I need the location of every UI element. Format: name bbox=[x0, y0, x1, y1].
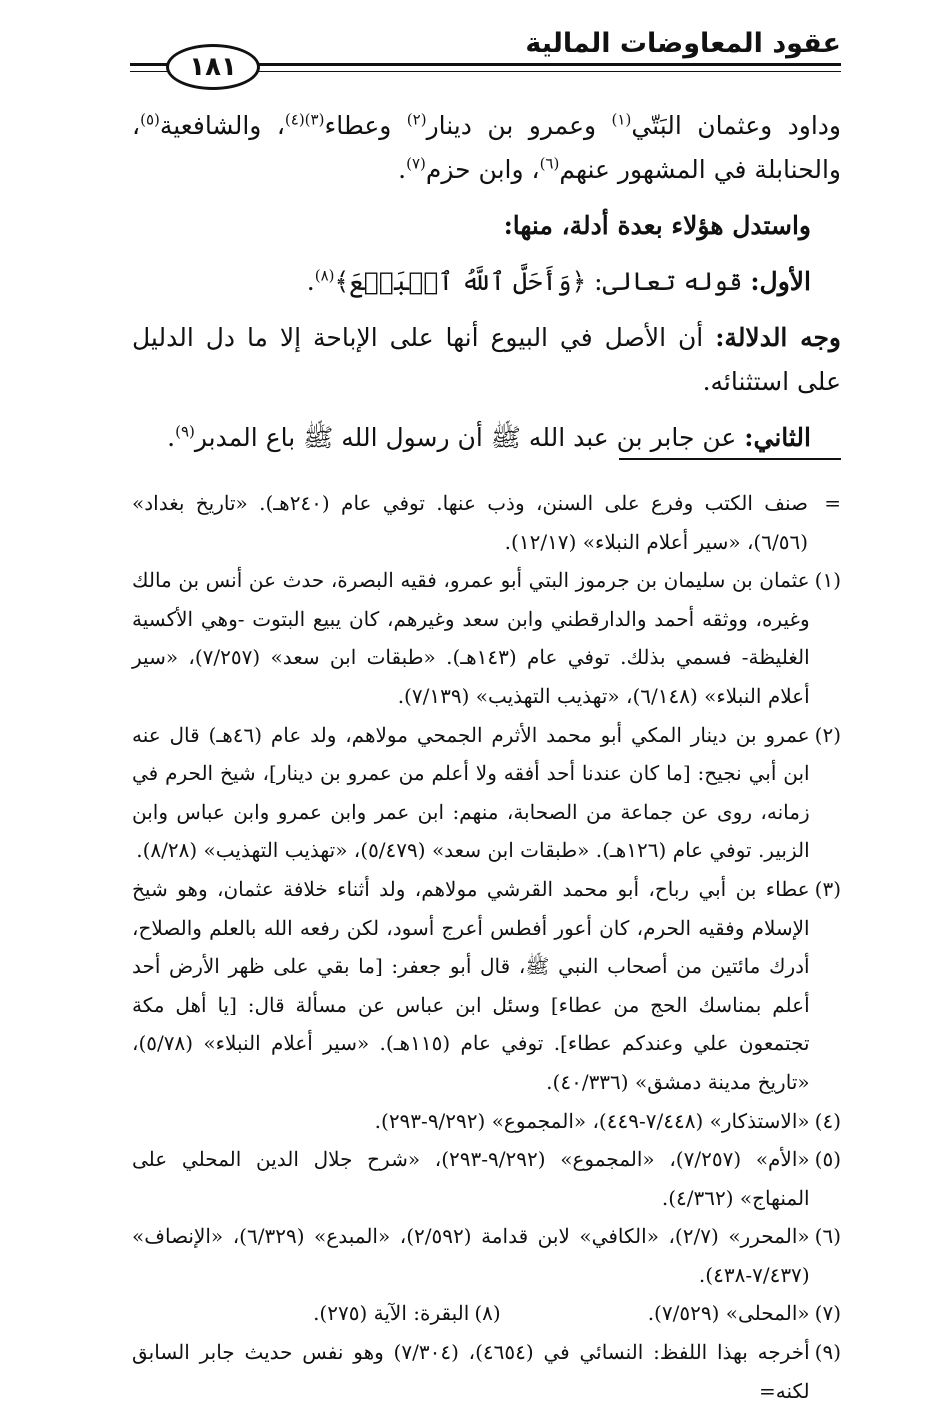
text-run: عن جابر بن عبد الله ﷺ أن رسول الله ﷺ باع المدبر bbox=[194, 423, 745, 452]
footnote-number: (٣) bbox=[814, 876, 841, 901]
text-run: . bbox=[398, 155, 407, 184]
footnote-number: (٧) bbox=[814, 1301, 841, 1326]
footnote-2 bbox=[132, 716, 841, 870]
paragraph-second-evidence bbox=[132, 416, 841, 460]
footnote-text: «الاستذكار» (٧/٤٤٨-٤٤٩)، «المجموع» (٩/٢٩٢-٢٩٣). bbox=[374, 1108, 810, 1133]
footnote-number: (٢) bbox=[814, 722, 841, 747]
main-text bbox=[132, 104, 841, 460]
footnote-ref-3-4[interactable]: (٣)(٤) bbox=[284, 110, 325, 129]
text-run: قوله تعالى: ﴿وَأَحَلَّ ٱللَّهُ ٱلۡبَيۡعَ﴾ bbox=[334, 267, 751, 296]
text-run: وداود وعثمان البَتّي bbox=[631, 111, 842, 140]
footnote-pair-7-8 bbox=[132, 1294, 841, 1333]
footnote-continuation bbox=[132, 484, 841, 561]
footnote-8 bbox=[160, 1294, 500, 1333]
footnote-text: «المحرر» (٢/٧)، «الكافي» لابن قدامة (٢/٥٩٢)، «المبدع» (٦/٣٢٩)، «الإنصاف» (٧/٤٣٧-٤٣٨). bbox=[132, 1224, 810, 1287]
text-run: . bbox=[306, 267, 315, 296]
footnote-text: صنف الكتب وفرع على السنن، وذب عنها. توفي عام (٢٤٠هـ). «تاريخ بغداد» (٦/٥٦)، «سير أعلام النبلاء» (١٢/١٧). bbox=[132, 491, 808, 554]
footnote-text: «الأم» (٧/٢٥٧)، «المجموع» (٩/٢٩٢-٢٩٣)، «شرح جلال الدين المحلي على المنهاج» (٤/٣٦٢). bbox=[132, 1147, 810, 1210]
footnote-number: (٦) bbox=[814, 1224, 841, 1249]
text-run: وعمرو بن دينار bbox=[426, 111, 612, 140]
paragraph-evidence-point bbox=[132, 316, 841, 404]
label-first: الأول: bbox=[750, 267, 811, 296]
footnote-text: أخرجه بهذا اللفظ: النسائي في (٤٦٥٤)، (٧/٣٠٤) وهو نفس حديث جابر السابق لكنه= bbox=[132, 1340, 810, 1403]
footnote-3 bbox=[132, 870, 841, 1102]
footnote-number: (٨) bbox=[474, 1301, 501, 1326]
footnote-ref-8[interactable]: (٨) bbox=[314, 266, 335, 285]
paragraph-first-evidence bbox=[132, 260, 841, 304]
text-run: . bbox=[167, 423, 176, 452]
footnote-ref-7[interactable]: (٧) bbox=[406, 154, 426, 173]
footnotes bbox=[132, 484, 841, 1410]
paragraph-evidence-intro: واستدل هؤلاء بعدة أدلة، منها: bbox=[503, 211, 811, 240]
footnote-7 bbox=[501, 1294, 841, 1333]
label-evidence-point: وجه الدلالة: bbox=[715, 323, 841, 352]
footnote-number: (١) bbox=[814, 568, 841, 593]
footnote-6 bbox=[132, 1217, 841, 1294]
footnote-4 bbox=[132, 1102, 841, 1141]
footnote-5 bbox=[132, 1140, 841, 1217]
footnote-text: عثمان بن سليمان بن جرموز البتي أبو عمرو، فقيه البصرة، حدث عن أنس بن مالك وغيره، ووثقه أحمد والدارقطني وابن سعد وغيرهم، كان يبيع البتوت -وهي الأكسية الغليظة- فسمي بذلك. توفي عام (١٤٣هـ). «طبقات ابن سعد» (٧/٢٥٧)، «سير أعلام النبلاء» (٦/١٤٨)، «تهذيب التهذيب» (٧/١٣٩). bbox=[132, 568, 810, 708]
footnote-number: (٩) bbox=[814, 1340, 841, 1365]
label-second: الثاني: bbox=[744, 423, 811, 452]
footnote-ref-5[interactable]: (٥) bbox=[140, 110, 160, 129]
footnote-9 bbox=[132, 1333, 841, 1410]
footnote-number: (٥) bbox=[814, 1147, 841, 1172]
footnote-text: «المحلى» (٧/٥٢٩). bbox=[647, 1301, 810, 1326]
footnote-text: البقرة: الآية (٢٧٥). bbox=[313, 1301, 470, 1326]
text-run: ، والشافعية bbox=[159, 111, 285, 140]
text-run: أن الأصل في البيوع أنها على الإباحة إلا ما دل الدليل على استثنائه. bbox=[132, 323, 841, 396]
footnote-ref-2[interactable]: (٢) bbox=[406, 110, 427, 129]
running-header-title: عقود المعاوضات المالية bbox=[525, 28, 841, 59]
footnote-ref-6[interactable]: (٦) bbox=[539, 154, 560, 173]
footnote-number: (٤) bbox=[814, 1108, 841, 1133]
page-number: ١٨١ bbox=[189, 52, 237, 82]
footnote-1 bbox=[132, 561, 841, 715]
text-run: وعطاء bbox=[324, 111, 407, 140]
footnote-text: عمرو بن دينار المكي أبو محمد الأثرم الجمحي مولاهم، ولد عام (٤٦هـ) قال عنه ابن أبي نجيح: [ما كان عندنا أحد أفقه ولا أعلم من عمرو بن دينار]، شيخ الحرم في زمانه، روى عن جماعة من الصحابة، منهم: ابن عمر وابن عمرو وابن عباس وابن الزبير. توفي عام (١٢٦هـ). «طبقات ابن سعد» (٥/٤٧٩)، «تهذيب التهذيب» (٨/٢٨). bbox=[132, 722, 810, 863]
footnote-ref-9[interactable]: (٩) bbox=[175, 422, 195, 441]
text-run: ، والحنابلة في المشهور عنهم bbox=[132, 111, 841, 184]
text-run: ، وابن حزم bbox=[425, 155, 540, 184]
continuation-mark: = bbox=[824, 491, 841, 515]
footnote-text: عطاء بن أبي رباح، أبو محمد القرشي مولاهم، ولد أثناء خلافة عثمان، وهو شيخ الإسلام وفقيه الحرم، كان أعور أفطس أعرج أسود، لكن رفعه الله بالعلم والصلاح، أدرك مائتين من أصحاب النبي ﷺ، قال أبو جعفر: [ما بقي على ظهر الأرض أحد أعلم بمناسك الحج من عطاء] وسئل ابن عباس عن مسألة قال: [يا أهل مكة تجتمعون علي وعندكم عطاء]. توفي عام (١١٥هـ). «سير أعلام النبلاء» (٥/٧٨)، «تاريخ مدينة دمشق» (٤٠/٣٣٦). bbox=[132, 876, 810, 1094]
footnote-ref-1[interactable]: (١) bbox=[611, 110, 632, 129]
footnote-separator bbox=[619, 458, 841, 460]
paragraph-opinions bbox=[132, 104, 841, 192]
page-number-badge bbox=[166, 44, 260, 90]
